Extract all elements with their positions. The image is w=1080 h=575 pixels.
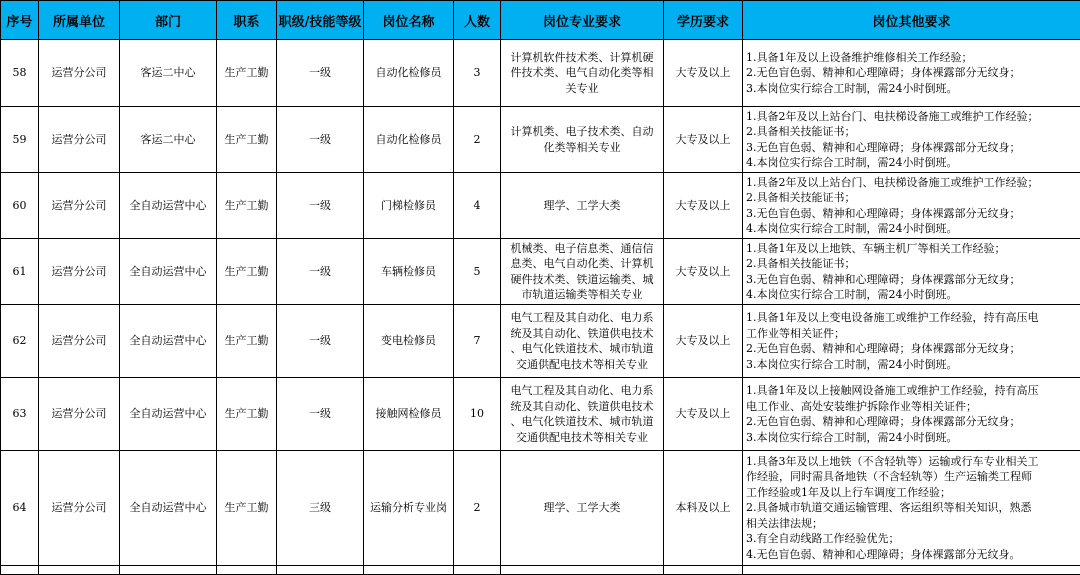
- cell-edu: 本科及以上: [664, 451, 743, 566]
- cell-series: 生产工勤: [217, 40, 277, 107]
- major-line: 、电气化铁道技术、城市轨道: [505, 341, 659, 357]
- major-line: 件技术类、电气自动化类等相: [505, 65, 659, 81]
- cell-unit: 运营分公司: [39, 239, 120, 305]
- cell-count: 2: [454, 107, 501, 173]
- cell-empty: [1, 566, 39, 575]
- table-row: [1, 173, 1080, 239]
- cell-post: 接触网检修员: [364, 378, 454, 451]
- major-line: 计算机类、电子技术类、自动: [505, 124, 659, 140]
- cell-empty: [277, 566, 364, 575]
- other-line: 电工作业、高处安装维护拆除作业等相关证件；: [746, 399, 1077, 415]
- other-line: 1.具备1年及以上地铁、车辆主机厂等相关工作经验；: [746, 241, 1077, 257]
- table-row: [1, 40, 1080, 107]
- major-line: 机械类、电子信息类、通信信: [505, 241, 659, 257]
- other-line: 1.具备1年及以上接触网设备施工或维护工作经验，持有高压: [746, 383, 1077, 399]
- other-line: 3.本岗位实行综合工时制，需24小时倒班。: [746, 81, 1077, 97]
- cell-empty: [743, 566, 1080, 575]
- other-line: 3.本岗位实行综合工时制，需24小时倒班。: [746, 430, 1077, 446]
- cell-count: 3: [454, 40, 501, 107]
- cell-edu: 大专及以上: [664, 40, 743, 107]
- major-line: 交通供配电技术等相关专业: [505, 357, 659, 373]
- col-header-post: 岗位名称: [364, 1, 454, 40]
- other-line: 2.无色盲色弱、精神和心理障碍；身体裸露部分无纹身；: [746, 65, 1077, 81]
- other-line: 工作业等相关证件；: [746, 326, 1077, 342]
- cell-level: 一级: [277, 305, 364, 378]
- cell-unit: 运营分公司: [39, 451, 120, 566]
- col-header-unit: 所属单位: [39, 1, 120, 40]
- other-line: 1.具备2年及以上站台门、电扶梯设备施工或维护工作经验；: [746, 175, 1077, 191]
- cell-other: [743, 305, 1080, 378]
- col-header-level: 职级/技能等级: [277, 1, 364, 40]
- cell-unit: 运营分公司: [39, 107, 120, 173]
- cell-post: 自动化检修员: [364, 40, 454, 107]
- cell-series: 生产工勤: [217, 305, 277, 378]
- cell-count: 2: [454, 451, 501, 566]
- cell-empty: [664, 566, 743, 575]
- cell-major: [501, 40, 664, 107]
- other-line: 2.具备城市轨道交通运输管理、客运组织等相关知识，熟悉: [746, 500, 1077, 516]
- cell-no: 58: [1, 40, 39, 107]
- other-line: 2.无色盲色弱、精神和心理障碍；身体裸露部分无纹身；: [746, 341, 1077, 357]
- cell-edu: 大专及以上: [664, 305, 743, 378]
- major-line: 化类等相关专业: [505, 140, 659, 156]
- cell-count: 5: [454, 239, 501, 305]
- cell-count: 4: [454, 173, 501, 239]
- cell-empty: [454, 566, 501, 575]
- cell-other: [743, 239, 1080, 305]
- other-line: 1.具备1年及以上变电设备施工或维护工作经验，持有高压电: [746, 310, 1077, 326]
- cell-post: 车辆检修员: [364, 239, 454, 305]
- cell-major: [501, 378, 664, 451]
- cell-empty: [39, 566, 120, 575]
- major-line: 交通供配电技术等相关专业: [505, 430, 659, 446]
- cell-series: 生产工勤: [217, 378, 277, 451]
- other-line: 工作经验或1年及以上行车调度工作经验；: [746, 485, 1077, 501]
- cell-dept: 全自动运营中心: [120, 173, 217, 239]
- major-line: 统及其自动化、铁道供电技术: [505, 399, 659, 415]
- cell-empty: [364, 566, 454, 575]
- other-line: 3.有全自动线路工作经验优先；: [746, 531, 1077, 547]
- major-line: 电气工程及其自动化、电力系: [505, 310, 659, 326]
- other-line: 4.本岗位实行综合工时制，需24小时倒班。: [746, 155, 1077, 171]
- cell-edu: 大专及以上: [664, 378, 743, 451]
- other-line: 1.具备3年及以上地铁（不含轻轨等）运输或行车专业相关工: [746, 454, 1077, 470]
- cell-dept: 客运二中心: [120, 107, 217, 173]
- cell-unit: 运营分公司: [39, 173, 120, 239]
- cell-post: 运输分析专业岗: [364, 451, 454, 566]
- cell-dept: 全自动运营中心: [120, 451, 217, 566]
- other-line: 3.本岗位实行综合工时制，需24小时倒班。: [746, 357, 1077, 373]
- major-line: 电气工程及其自动化、电力系: [505, 383, 659, 399]
- cell-no: 59: [1, 107, 39, 173]
- table-row: [1, 239, 1080, 305]
- major-line: 市轨道运输类等相关专业: [505, 287, 659, 303]
- major-line: 统及其自动化、铁道供电技术: [505, 326, 659, 342]
- cell-post: 变电检修员: [364, 305, 454, 378]
- cell-series: 生产工勤: [217, 173, 277, 239]
- cell-series: 生产工勤: [217, 239, 277, 305]
- major-line: 理学、工学大类: [505, 500, 659, 516]
- other-line: 2.具备相关技能证书；: [746, 190, 1077, 206]
- cell-other: [743, 107, 1080, 173]
- cell-major: [501, 239, 664, 305]
- cell-dept: 全自动运营中心: [120, 305, 217, 378]
- cell-level: 一级: [277, 378, 364, 451]
- major-line: 关专业: [505, 81, 659, 97]
- cell-dept: 全自动运营中心: [120, 378, 217, 451]
- cell-unit: 运营分公司: [39, 40, 120, 107]
- other-line: 2.具备相关技能证书；: [746, 256, 1077, 272]
- cell-empty: [217, 566, 277, 575]
- cell-major: [501, 173, 664, 239]
- major-line: 、电气化铁道技术、城市轨道: [505, 414, 659, 430]
- cell-major: [501, 451, 664, 566]
- other-line: 4.本岗位实行综合工时制，需24小时倒班。: [746, 287, 1077, 303]
- other-line: 4.无色盲色弱、精神和心理障碍；身体裸露部分无纹身。: [746, 547, 1077, 563]
- other-line: 3.无色盲色弱、精神和心理障碍；身体裸露部分无纹身；: [746, 206, 1077, 222]
- cell-edu: 大专及以上: [664, 239, 743, 305]
- col-header-count: 人数: [454, 1, 501, 40]
- cell-empty: [501, 566, 664, 575]
- other-line: 1.具备2年及以上站台门、电扶梯设备施工或维护工作经验；: [746, 109, 1077, 125]
- cell-level: 一级: [277, 107, 364, 173]
- cell-other: [743, 173, 1080, 239]
- cell-dept: 全自动运营中心: [120, 239, 217, 305]
- major-line: 计算机软件技术类、计算机硬: [505, 50, 659, 66]
- table-row: [1, 451, 1080, 566]
- cell-other: [743, 40, 1080, 107]
- cell-level: 一级: [277, 239, 364, 305]
- cell-series: 生产工勤: [217, 451, 277, 566]
- other-line: 2.无色盲色弱、精神和心理障碍；身体裸露部分无纹身；: [746, 414, 1077, 430]
- major-line: 硬件技术类、铁道运输类、城: [505, 272, 659, 288]
- major-line: 息类、电气自动化类、计算机: [505, 256, 659, 272]
- cell-level: 三级: [277, 451, 364, 566]
- col-header-major: 岗位专业要求: [501, 1, 664, 40]
- cell-series: 生产工勤: [217, 107, 277, 173]
- cell-major: [501, 305, 664, 378]
- table-row: [1, 566, 1080, 575]
- cell-edu: 大专及以上: [664, 173, 743, 239]
- major-line: 理学、工学大类: [505, 198, 659, 214]
- col-header-no: 序号: [1, 1, 39, 40]
- col-header-edu: 学历要求: [664, 1, 743, 40]
- header-row: [1, 1, 1080, 40]
- cell-no: 64: [1, 451, 39, 566]
- other-line: 3.无色盲色弱、精神和心理障碍；身体裸露部分无纹身；: [746, 272, 1077, 288]
- cell-post: 自动化检修员: [364, 107, 454, 173]
- other-line: 作经验，同时需具备地铁（不含轻轨等）生产运输类工程师: [746, 469, 1077, 485]
- cell-other: [743, 378, 1080, 451]
- other-line: 4.本岗位实行综合工时制，需24小时倒班。: [746, 221, 1077, 237]
- other-line: 2.具备相关技能证书；: [746, 124, 1077, 140]
- other-line: 1.具备1年及以上设备维护维修相关工作经验；: [746, 50, 1077, 66]
- other-line: 3.无色盲色弱、精神和心理障碍；身体裸露部分无纹身；: [746, 140, 1077, 156]
- cell-level: 一级: [277, 40, 364, 107]
- cell-edu: 大专及以上: [664, 107, 743, 173]
- cell-empty: [120, 566, 217, 575]
- table-row: [1, 107, 1080, 173]
- cell-other: [743, 451, 1080, 566]
- cell-no: 63: [1, 378, 39, 451]
- table-row: [1, 378, 1080, 451]
- cell-no: 62: [1, 305, 39, 378]
- cell-dept: 客运二中心: [120, 40, 217, 107]
- cell-no: 61: [1, 239, 39, 305]
- other-line: 相关法律法规；: [746, 516, 1077, 532]
- table-row: [1, 305, 1080, 378]
- cell-no: 60: [1, 173, 39, 239]
- col-header-series: 职系: [217, 1, 277, 40]
- cell-count: 7: [454, 305, 501, 378]
- cell-major: [501, 107, 664, 173]
- col-header-dept: 部门: [120, 1, 217, 40]
- col-header-other: 岗位其他要求: [743, 1, 1080, 40]
- cell-post: 门梯检修员: [364, 173, 454, 239]
- cell-level: 一级: [277, 173, 364, 239]
- cell-count: 10: [454, 378, 501, 451]
- cell-unit: 运营分公司: [39, 305, 120, 378]
- cell-unit: 运营分公司: [39, 378, 120, 451]
